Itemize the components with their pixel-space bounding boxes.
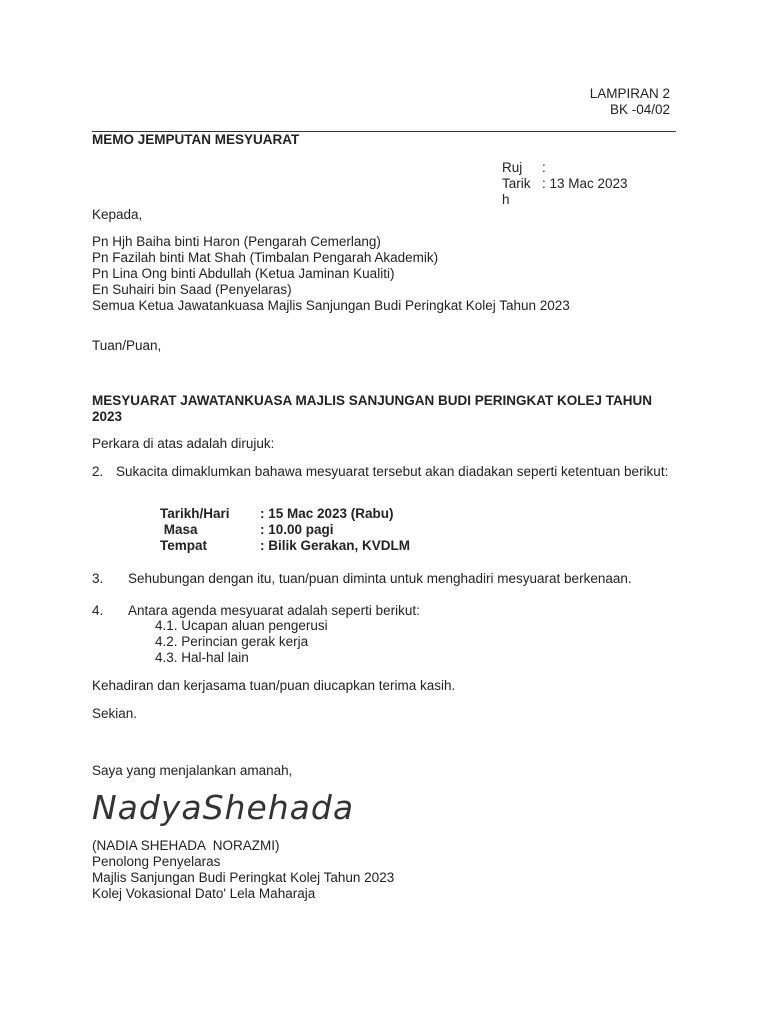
sekian-line: Sekian. [92, 706, 138, 721]
attachment-label-block [590, 86, 670, 118]
meeting-details [160, 506, 410, 554]
detail-row-time [160, 522, 410, 538]
recipient-item: Pn Fazilah binti Mat Shah (Timbalan Pengarah Akademik) [92, 250, 439, 265]
ruj-value [548, 160, 628, 176]
recipient-item: Semua Ketua Jawatankuasa Majlis Sanjungan Budi Peringkat Kolej Tahun 2023 [92, 298, 570, 313]
recipient-item: Pn Lina Ong binti Abdullah (Ketua Jaminan Kualiti) [92, 266, 395, 281]
signer-block [92, 838, 394, 902]
salutation: Tuan/Puan, [92, 338, 162, 353]
agenda-item: 4.3. Hal-hal lain [155, 650, 249, 665]
recipient-list [92, 234, 570, 314]
detail-value: : Bilik Gerakan, KVDLM [260, 538, 411, 553]
detail-value: : 10.00 pagi [260, 522, 334, 537]
ruj-separator: : [542, 160, 546, 175]
agenda-item: 4.1. Ucapan aluan pengerusi [155, 618, 328, 633]
recipient-item: En Suhairi bin Saad (Penyelaras) [92, 282, 292, 297]
detail-label: Tempat [160, 538, 208, 553]
item-4-number: 4. [92, 603, 104, 618]
ruj-label: Ruj [502, 160, 523, 175]
detail-row-date [160, 506, 410, 522]
signature: NadyaShehada [92, 788, 355, 827]
date-label-line1: Tarik [502, 176, 531, 191]
date-label-line2: h [502, 192, 510, 207]
attachment-label: LAMPIRAN 2 [589, 86, 670, 101]
date-value: : 13 Mac 2023 [542, 176, 628, 191]
detail-label: Masa [160, 522, 198, 537]
thanks-line: Kehadiran dan kerjasama tuan/puan diucapkan terima kasih. [92, 678, 456, 693]
recipient-item: Pn Hjh Baiha binti Haron (Pengarah Cemerlang) [92, 234, 381, 249]
signer-institution: Kolej Vokasional Dato' Lela Maharaja [92, 886, 316, 901]
agenda-item: 4.2. Perincian gerak kerja [155, 634, 309, 649]
reference-line: Perkara di atas adalah dirujuk: [92, 436, 275, 451]
date-label [502, 176, 542, 208]
detail-value: : 15 Mac 2023 (Rabu) [260, 506, 394, 521]
signer-name: (NADIA SHEHADA NORAZMI) [92, 838, 280, 853]
memo-title: MEMO JEMPUTAN MESYUARAT [92, 132, 300, 147]
signer-position: Penolong Penyelaras [92, 854, 221, 869]
closing-line: Saya yang menjalankan amanah, [92, 763, 293, 778]
item-3-text: Sehubungan dengan itu, tuan/puan diminta untuk menghadiri mesyuarat berkenaan. [128, 571, 632, 586]
item-2-text: Sukacita dimaklumkan bahawa mesyuarat tersebut akan diadakan seperti ketentuan berikut: [116, 464, 669, 479]
kepada-label: Kepada, [92, 207, 143, 222]
item-3-number: 3. [92, 571, 104, 586]
reference-block [502, 160, 628, 208]
signer-committee: Majlis Sanjungan Budi Peringkat Kolej Tahun 2023 [92, 870, 395, 885]
subject-heading: MESYUARAT JAWATANKUASA MAJLIS SANJUNGAN BUDI PERINGKAT KOLEJ TAHUN 2023 [92, 393, 653, 424]
document-code: BK -04/02 [609, 102, 670, 117]
detail-label: Tarikh/Hari [160, 506, 230, 521]
detail-row-venue [160, 538, 410, 554]
agenda-list [155, 618, 328, 666]
item-2-number: 2. [92, 464, 104, 479]
item-4-text: Antara agenda mesyuarat adalah seperti berikut: [128, 603, 420, 618]
